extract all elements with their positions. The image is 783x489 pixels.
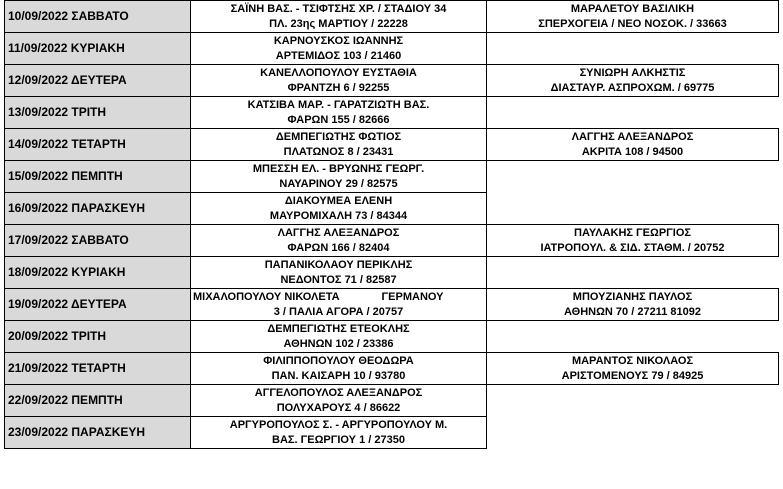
pharmacy-1-cell [191, 65, 487, 97]
pharmacy-1-line: ΝΕΔΟΝΤΟΣ 71 / 82587 [280, 273, 397, 286]
pharmacy-2-cell [487, 193, 779, 225]
date-cell: 18/09/2022 ΚΥΡΙΑΚΗ [5, 257, 191, 289]
pharmacy-2-cell [487, 257, 779, 289]
pharmacy-2-cell [487, 321, 779, 353]
date-cell: 13/09/2022 ΤΡΙΤΗ [5, 97, 191, 129]
date-cell: 10/09/2022 ΣΑΒΒΑΤΟ [5, 1, 191, 33]
pharmacy-1-line: ΝΑΥΑΡΙΝΟΥ 29 / 82575 [279, 177, 398, 190]
table-row [5, 193, 779, 225]
pharmacy-1-cell [191, 1, 487, 33]
pharmacy-2-line: ΙΑΤΡΟΠΟΥΛ. & ΣΙΔ. ΣΤΑΘΜ. / 20752 [540, 241, 725, 254]
pharmacy-1-line: ΑΓΓΕΛΟΠΟΥΛΟΣ ΑΛΕΞΑΝΔΡΟΣ [254, 386, 423, 399]
pharmacy-1-line [191, 290, 486, 305]
pharmacy-2-cell [487, 97, 779, 129]
table-row [5, 33, 779, 65]
pharmacy-1-line: ΔΙΑΚΟΥΜΕΑ ΕΛΕΝΗ [284, 194, 393, 207]
pharmacy-1-line: ΛΑΓΓΗΣ ΑΛΕΞΑΝΔΡΟΣ [277, 226, 400, 239]
pharmacy-2-line: ΑΚΡΙΤΑ 108 / 94500 [581, 145, 684, 158]
pharmacy-2-line: ΔΙΑΣΤΑΥΡ. ΑΣΠΡΟΧΩΜ. / 69775 [550, 81, 715, 94]
date-cell: 17/09/2022 ΣΑΒΒΑΤΟ [5, 225, 191, 257]
date-cell: 15/09/2022 ΠΕΜΠΤΗ [5, 161, 191, 193]
pharmacy-1-line: ΦΡΑΝΤΖΗ 6 / 92255 [287, 81, 390, 94]
pharmacy-1-line: ΠΑΠΑΝΙΚΟΛΑΟΥ ΠΕΡΙΚΛΗΣ [264, 258, 413, 271]
table-row [5, 321, 779, 353]
table-row [5, 225, 779, 257]
date-cell: 23/09/2022 ΠΑΡΑΣΚΕΥΗ [5, 417, 191, 449]
pharmacy-2-cell [487, 417, 779, 449]
pharmacy-1-line: ΑΘΗΝΩΝ 102 / 23386 [283, 337, 394, 350]
pharmacy-1-line: ΚΑΤΣΙΒΑ ΜΑΡ. - ΓΑΡΑΤΖΙΩΤΗ ΒΑΣ. [247, 98, 430, 111]
pharmacy-1-line: ΜΑΥΡΟΜΙΧΑΛΗ 73 / 84344 [269, 209, 408, 222]
pharmacy-1-line: ΚΑΝΕΛΛΟΠΟΥΛΟΥ ΕΥΣΤΑΘΙΑ [260, 66, 417, 79]
pharmacy-1-name: ΜΙΧΑΛΟΠΟΥΛΟΥ ΝΙΚΟΛΕΤΑ [193, 290, 340, 303]
pharmacy-1-cell [191, 289, 487, 321]
pharmacy-1-cell [191, 33, 487, 65]
table-row [5, 129, 779, 161]
pharmacy-1-cell [191, 161, 487, 193]
date-cell: 11/09/2022 ΚΥΡΙΑΚΗ [5, 33, 191, 65]
table-row [5, 385, 779, 417]
pharmacy-1-cell [191, 257, 487, 289]
date-cell: 14/09/2022 ΤΕΤΑΡΤΗ [5, 129, 191, 161]
pharmacy-1-line: ΠΑΝ. ΚΑΙΣΑΡΗ 10 / 93780 [271, 369, 406, 382]
pharmacy-2-line: ΜΠΟΥΖΙΑΝΗΣ ΠΑΥΛΟΣ [572, 290, 693, 303]
pharmacy-1-line: ΠΛ. 23ης ΜΑΡΤΙΟΥ / 22228 [269, 17, 408, 30]
date-cell: 20/09/2022 ΤΡΙΤΗ [5, 321, 191, 353]
date-cell: 22/09/2022 ΠΕΜΠΤΗ [5, 385, 191, 417]
pharmacy-1-cell [191, 385, 487, 417]
table-row [5, 1, 779, 33]
pharmacy-1-cell [191, 193, 487, 225]
pharmacy-2-line: ΑΘΗΝΩΝ 70 / 27211 81092 [564, 305, 701, 318]
pharmacy-1-line: ΔΕΜΠΕΓΙΩΤΗΣ ΦΩΤΙΟΣ [275, 130, 402, 143]
pharmacy-1-cell [191, 129, 487, 161]
table-row [5, 97, 779, 129]
pharmacy-1-line: ΜΠΕΣΣΗ ΕΛ. - ΒΡΥΩΝΗΣ ΓΕΩΡΓ. [252, 162, 425, 175]
date-cell: 12/09/2022 ΔΕΥΤΕΡΑ [5, 65, 191, 97]
pharmacy-1-line: ΔΕΜΠΕΓΙΩΤΗΣ ΕΤΕΟΚΛΗΣ [267, 322, 410, 335]
pharmacy-1-line: ΦΑΡΩΝ 155 / 82666 [287, 113, 390, 126]
pharmacy-1-cell [191, 321, 487, 353]
pharmacy-1-line: ΑΡΓΥΡΟΠΟΥΛΟΣ Σ. - ΑΡΓΥΡΟΠΟΥΛΟΥ Μ. [229, 418, 448, 431]
schedule-table-body [5, 1, 779, 449]
pharmacy-2-line: ΣΠΕΡΧΟΓΕΙΑ / ΝΕΟ ΝΟΣΟΚ. / 33663 [538, 17, 727, 30]
pharmacy-1-line: ΦΙΛΙΠΠΟΠΟΥΛΟΥ ΘΕΟΔΩΡΑ [263, 354, 414, 367]
pharmacy-2-cell [487, 225, 779, 257]
pharmacy-1-cell [191, 225, 487, 257]
pharmacy-1-cell [191, 353, 487, 385]
table-row [5, 65, 779, 97]
date-cell: 19/09/2022 ΔΕΥΤΕΡΑ [5, 289, 191, 321]
pharmacy-1-line: 3 / ΠΑΛΙΑ ΑΓΟΡΑ / 20757 [273, 305, 404, 318]
date-cell: 16/09/2022 ΠΑΡΑΣΚΕΥΗ [5, 193, 191, 225]
pharmacy-2-cell [487, 65, 779, 97]
pharmacy-2-line: ΜΑΡΑΛΕΤΟΥ ΒΑΣΙΛΙΚΗ [570, 2, 695, 15]
pharmacy-1-cell [191, 97, 487, 129]
pharmacy-2-line: ΑΡΙΣΤΟΜΕΝΟΥΣ 79 / 84925 [561, 369, 704, 382]
pharmacy-2-cell [487, 33, 779, 65]
pharmacy-1-line: ΣΑΪΝΗ ΒΑΣ. - ΤΣΙΦΤΣΗΣ ΧΡ. / ΣΤΑΔΙΟΥ 34 [230, 2, 447, 15]
pharmacy-2-cell [487, 129, 779, 161]
schedule-table [4, 0, 779, 449]
pharmacy-duty-schedule [4, 0, 779, 449]
table-row [5, 353, 779, 385]
pharmacy-1-line: ΒΑΣ. ΓΕΩΡΓΙΟΥ 1 / 27350 [272, 433, 405, 446]
pharmacy-2-cell [487, 1, 779, 33]
pharmacy-2-line: ΣΥΝΙΩΡΗ ΑΛΚΗΣΤΙΣ [579, 66, 686, 79]
pharmacy-1-cell [191, 417, 487, 449]
pharmacy-1-line: ΚΑΡΝΟΥΣΚΟΣ ΙΩΑΝΝΗΣ [273, 34, 404, 47]
pharmacy-1-street: ΓΕΡΜΑΝΟΥ [381, 290, 444, 303]
pharmacy-2-cell [487, 289, 779, 321]
date-cell: 21/09/2022 ΤΕΤΑΡΤΗ [5, 353, 191, 385]
table-row [5, 161, 779, 193]
pharmacy-1-line: ΦΑΡΩΝ 166 / 82404 [287, 241, 390, 254]
pharmacy-2-cell [487, 385, 779, 417]
pharmacy-2-cell [487, 353, 779, 385]
pharmacy-2-line: ΛΑΓΓΗΣ ΑΛΕΞΑΝΔΡΟΣ [571, 130, 694, 143]
pharmacy-2-cell [487, 161, 779, 193]
pharmacy-1-line: ΠΛΑΤΩΝΟΣ 8 / 23431 [283, 145, 394, 158]
table-row [5, 417, 779, 449]
table-row [5, 289, 779, 321]
pharmacy-1-line: ΠΟΛΥΧΑΡΟΥΣ 4 / 86622 [276, 401, 401, 414]
pharmacy-2-line: ΜΑΡΑΝΤΟΣ ΝΙΚΟΛΑΟΣ [571, 354, 694, 367]
table-row [5, 257, 779, 289]
pharmacy-2-line: ΠΑΥΛΑΚΗΣ ΓΕΩΡΓΙΟΣ [574, 226, 691, 239]
pharmacy-1-line: ΑΡΤΕΜΙΔΟΣ 103 / 21460 [275, 49, 402, 62]
